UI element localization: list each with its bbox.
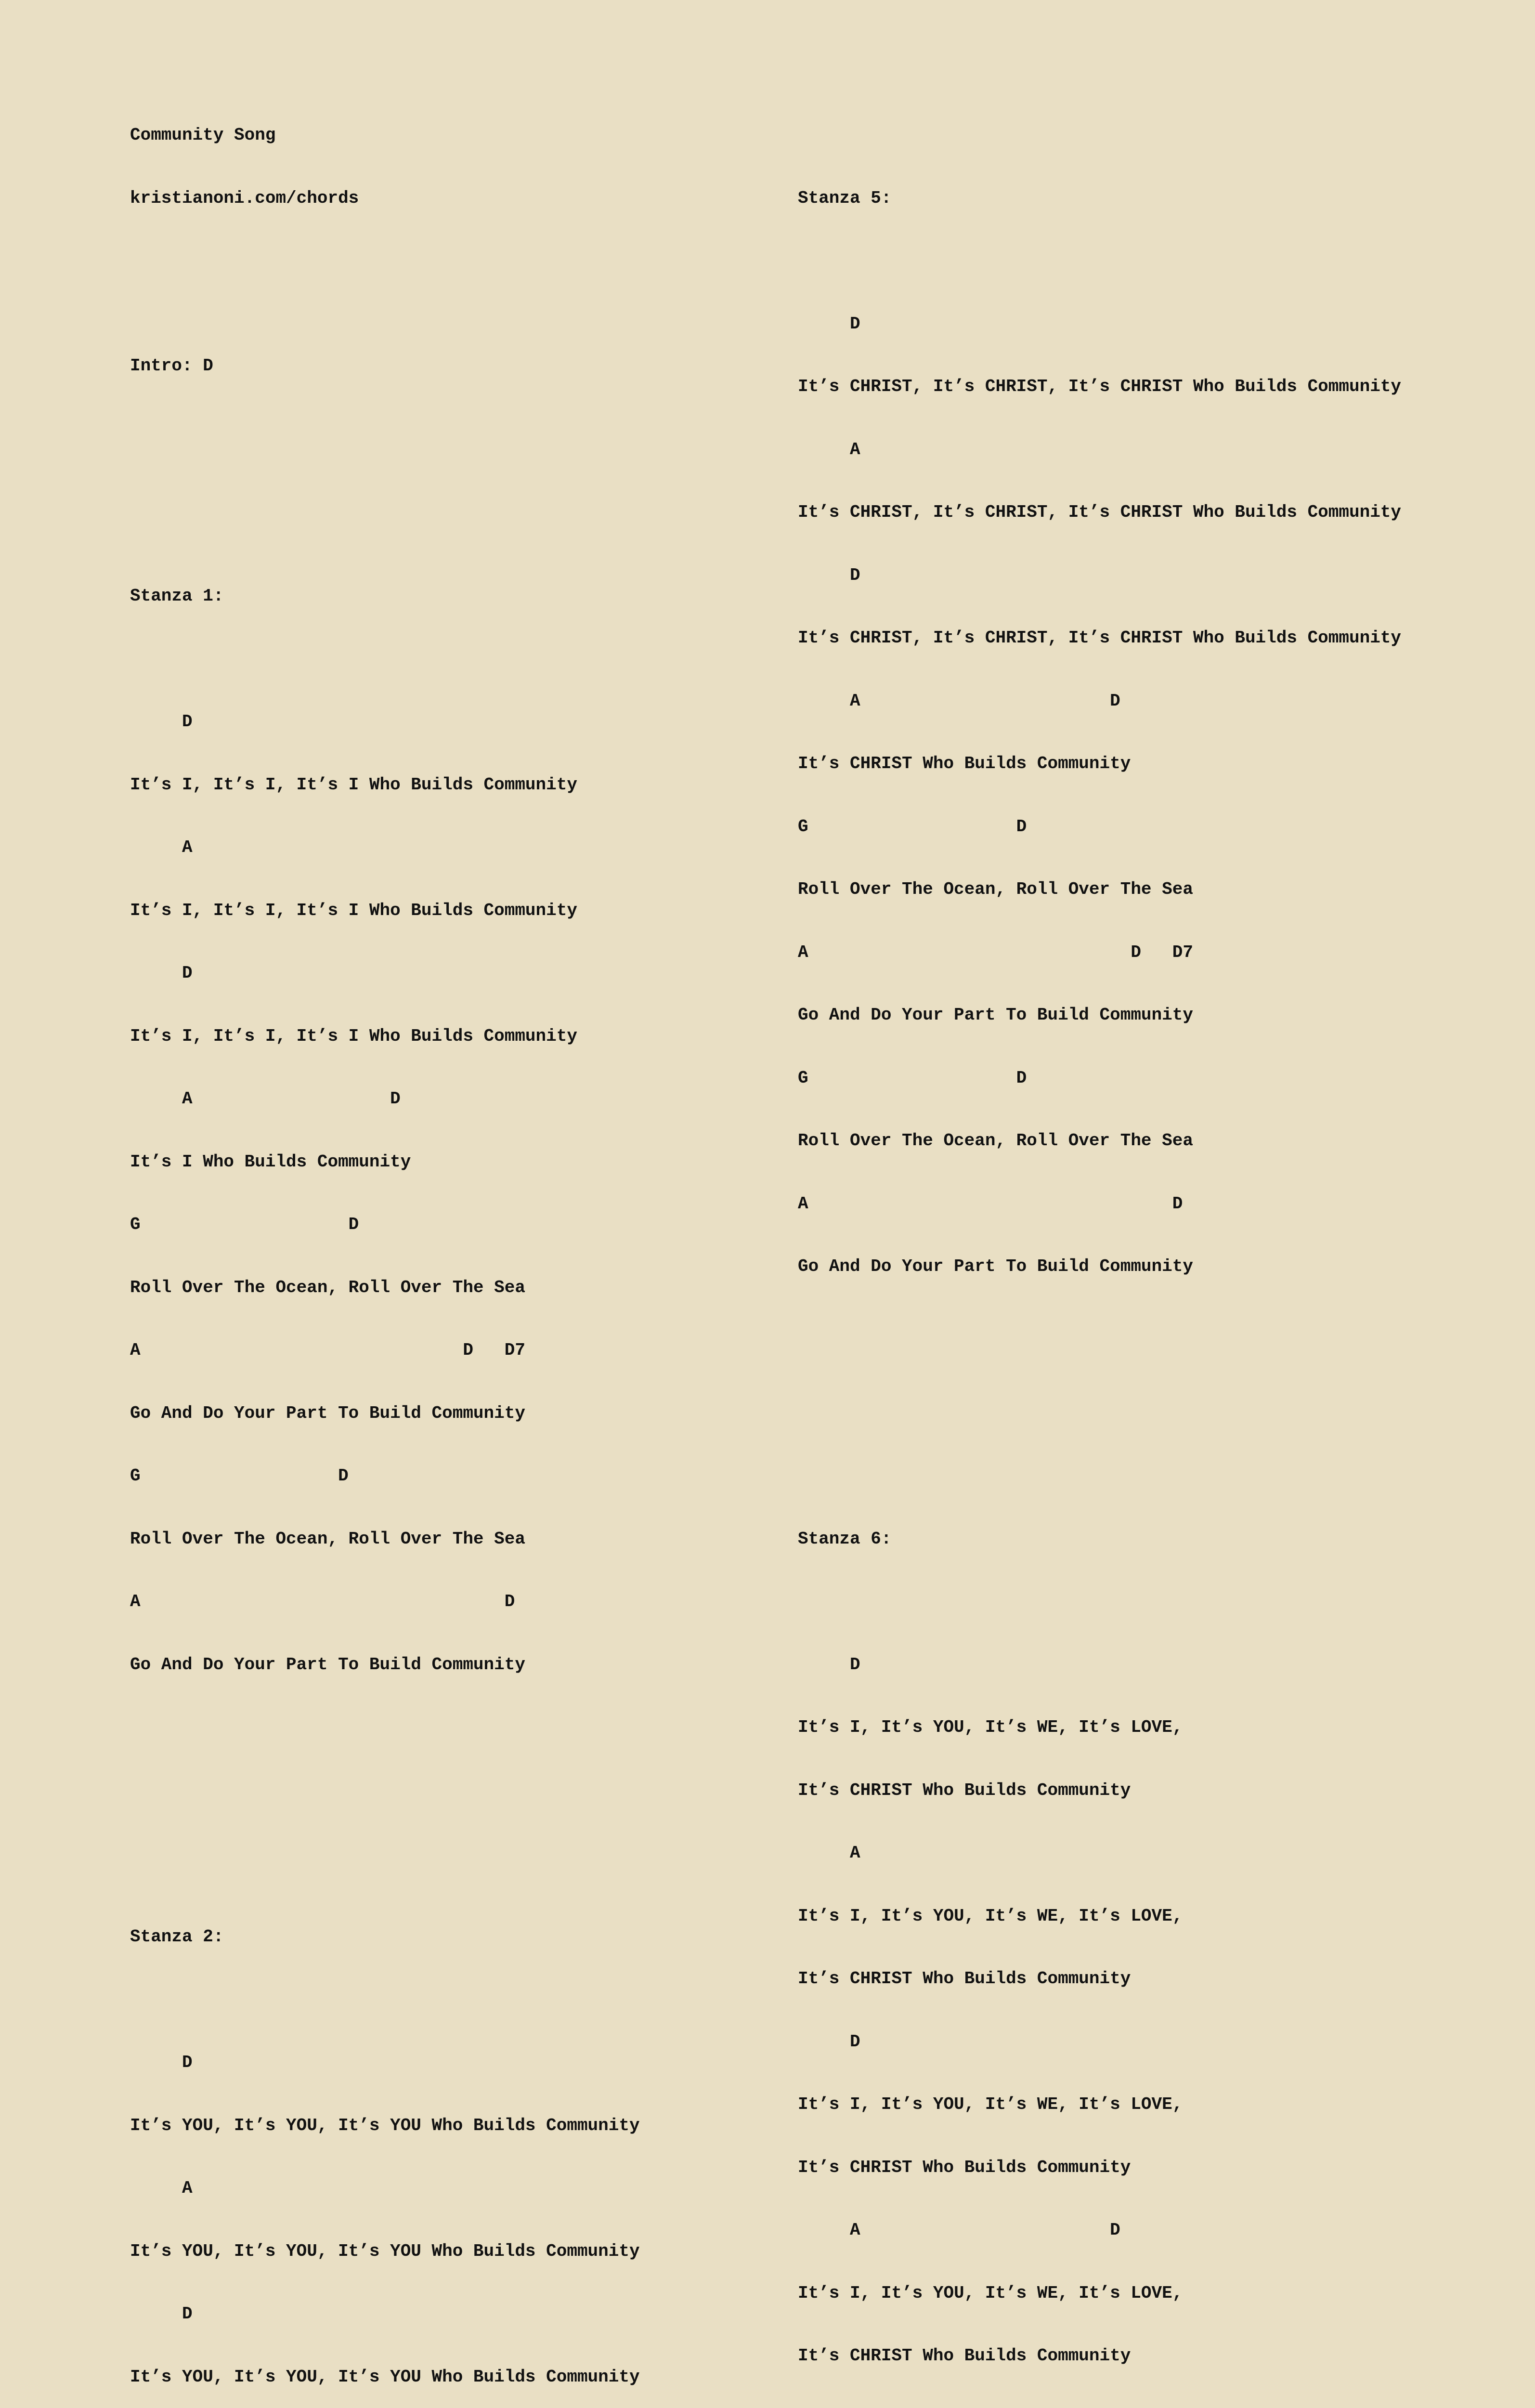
source-link: kristianoni.com/chords <box>130 188 671 209</box>
lyric-line: It’s I, It’s YOU, It’s WE, It’s LOVE, <box>798 1906 1401 1927</box>
chord-line: D <box>130 711 671 733</box>
chord-line: A D <box>130 1591 671 1612</box>
lyric-line: Roll Over The Ocean, Roll Over The Sea <box>130 1529 671 1550</box>
spacer <box>130 649 671 670</box>
chord-line: A D <box>798 691 1401 712</box>
stanza-5 <box>798 146 1401 1319</box>
left-column <box>130 83 671 2408</box>
lyric-line: It’s CHRIST Who Builds Community <box>798 1968 1401 1989</box>
lyric-line: It’s I, It’s YOU, It’s WE, It’s LOVE, <box>798 1717 1401 1738</box>
chord-line: A <box>130 837 671 858</box>
lyric-line: It’s I Who Builds Community <box>130 1152 671 1173</box>
spacer <box>130 1759 671 1801</box>
chord-line: A D <box>798 2220 1401 2241</box>
lyric-line: Go And Do Your Part To Build Community <box>130 1403 671 1424</box>
lyric-line: It’s CHRIST Who Builds Community <box>798 2345 1401 2367</box>
lyric-line: Roll Over The Ocean, Roll Over The Sea <box>798 879 1401 900</box>
lyric-line: It’s CHRIST Who Builds Community <box>798 1780 1401 1801</box>
stanza-1 <box>130 544 671 1717</box>
chord-line: A <box>798 1843 1401 1864</box>
lyric-line: It’s YOU, It’s YOU, It’s YOU Who Builds Community <box>130 2367 671 2388</box>
lyric-line: It’s I, It’s I, It’s I Who Builds Community <box>130 900 671 921</box>
spacer <box>130 1989 671 2011</box>
chord-line: D <box>130 2052 671 2073</box>
lyric-line: Go And Do Your Part To Build Community <box>130 1654 671 1675</box>
spacer <box>798 250 1401 272</box>
chord-line: D <box>798 314 1401 335</box>
lyric-line: It’s YOU, It’s YOU, It’s YOU Who Builds Community <box>130 2115 671 2136</box>
chord-line: A D <box>798 1193 1401 1215</box>
spacer <box>130 418 671 460</box>
lyric-line: It’s I, It’s I, It’s I Who Builds Community <box>130 1026 671 1047</box>
song-title: Community Song <box>130 125 671 146</box>
stanza-title: Stanza 5: <box>798 188 1401 209</box>
chord-line: A D D7 <box>798 942 1401 963</box>
right-column <box>798 83 1401 2408</box>
lyric-line: It’s I, It’s YOU, It’s WE, It’s LOVE, <box>798 2094 1401 2115</box>
chord-line: D <box>130 2303 671 2325</box>
stanza-title: Stanza 2: <box>130 1926 671 1948</box>
stanza-title: Stanza 1: <box>130 586 671 607</box>
chord-line: A <box>798 439 1401 460</box>
chord-line: G D <box>130 1214 671 1235</box>
lyric-line: It’s CHRIST, It’s CHRIST, It’s CHRIST Who Builds Community <box>798 502 1401 523</box>
intro-line: Intro: D <box>130 355 671 377</box>
spacer <box>798 1361 1401 1403</box>
lyric-line: Roll Over The Ocean, Roll Over The Sea <box>798 1130 1401 1152</box>
chord-line: D <box>798 1654 1401 1675</box>
lyric-line: Roll Over The Ocean, Roll Over The Sea <box>130 1277 671 1298</box>
lyric-line: It’s CHRIST Who Builds Community <box>798 753 1401 774</box>
chord-line: A <box>130 2178 671 2199</box>
stanza-title: Stanza 6: <box>798 1529 1401 1550</box>
lyric-line: It’s I, It’s YOU, It’s WE, It’s LOVE, <box>798 2283 1401 2304</box>
stanza-2 <box>130 1885 671 2408</box>
chord-line: D <box>798 565 1401 586</box>
chord-line: D <box>798 2031 1401 2053</box>
stanza-6 <box>798 1487 1401 2408</box>
lyric-line: It’s YOU, It’s YOU, It’s YOU Who Builds Community <box>130 2241 671 2262</box>
chord-line: D <box>130 963 671 984</box>
chord-line: G D <box>798 816 1401 838</box>
lyric-line: Go And Do Your Part To Build Community <box>798 1256 1401 1277</box>
lyric-line: It’s CHRIST, It’s CHRIST, It’s CHRIST Who Builds Community <box>798 628 1401 649</box>
spacer <box>130 250 671 314</box>
lyric-line: Go And Do Your Part To Build Community <box>798 1005 1401 1026</box>
chord-line: A D D7 <box>130 1340 671 1361</box>
chord-line: G D <box>798 1068 1401 1089</box>
spacer <box>798 1591 1401 1612</box>
chord-line: G D <box>130 1466 671 1487</box>
lyric-line: It’s CHRIST, It’s CHRIST, It’s CHRIST Who Builds Community <box>798 376 1401 397</box>
chord-line: A D <box>130 1088 671 1110</box>
lyric-line: It’s CHRIST Who Builds Community <box>798 2157 1401 2178</box>
lyric-line: It’s I, It’s I, It’s I Who Builds Community <box>130 774 671 796</box>
